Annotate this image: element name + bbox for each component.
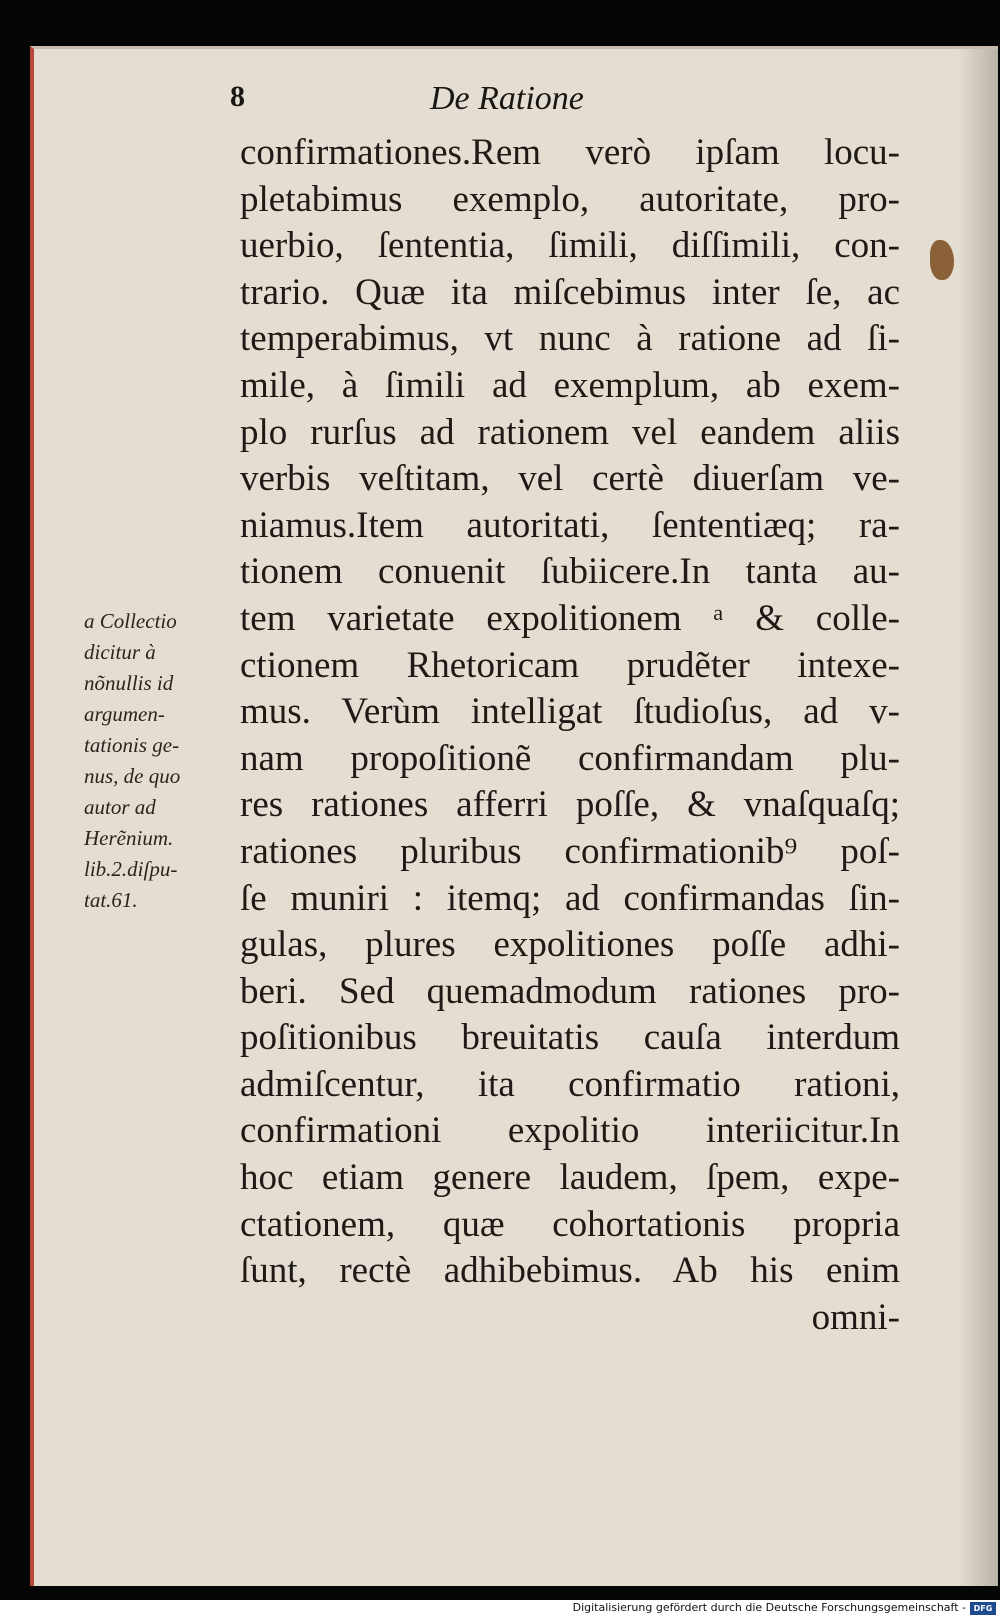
marginal-line: tat.61. [84,888,138,912]
text-line: confirmationes.Rem verò ipſam locu- [240,132,900,173]
text-line: poſitionibus breuitatis cauſa interdum [240,1017,900,1059]
text-line: plo rurſus ad rationem vel eandem aliis [240,411,900,453]
text-line: beri. Sed quemadmodum rationes pro- [240,970,900,1012]
text-line: ſe muniri : itemq; ad confirmandas ſin- [240,877,900,919]
marginal-line: a Collectio [84,609,177,633]
marginal-line: autor ad [84,795,156,819]
text-line: mus. Verùm intelligat ſtudioſus, ad v- [240,691,900,733]
paper-stain [930,240,954,280]
text-line: confirmationi expolitio interiicitur.In [240,1110,900,1152]
text-line: temperabimus, vt nunc à ratione ad ſi- [240,318,900,360]
marginal-line: nõnullis id [84,671,174,695]
marginal-line: lib.2.diſpu- [84,857,178,881]
running-head [230,80,850,120]
text-line: ctionem Rhetoricam prudẽter intexe- [240,644,900,686]
text-line: ctationem, quæ cohortationis propria [240,1203,900,1245]
marginal-line: dicitur à [84,640,156,664]
text-line: nam propoſitionẽ confirmandam plu- [240,737,900,779]
marginal-line: argumen- [84,702,165,726]
text-line: hoc etiam genere laudem, ſpem, expe- [240,1157,900,1199]
marginal-line: tationis ge- [84,733,180,757]
text-line: admiſcentur, ita confirmatio rationi, [240,1063,900,1105]
text-line: pletabimus exemplo, autoritate, pro- [240,178,900,220]
catchword: omni- [811,1296,900,1338]
text-line: niamus.Item autoritati, ſententiæq; ra- [240,504,900,546]
text-line: mile, à ſimili ad exemplum, ab exem- [240,364,900,406]
text-line: tem varietate expolitionem ᵃ & colle- [240,597,900,639]
footer-bar [0,1600,1000,1618]
marginal-note [84,606,234,916]
text-line: rationes pluribus confirmationib⁹ poſ- [240,830,900,872]
body-text [240,130,900,1341]
text-line: trario. Quæ ita miſcebimus inter ſe, ac [240,271,900,313]
running-head-title: De Ratione [430,80,584,117]
dfg-logo-icon: DFG [970,1602,996,1615]
text-line: res rationes afferri poſſe, & vnaſquaſq; [240,784,900,826]
page-number: 8 [230,80,245,113]
text-line: uerbio, ſententia, ſimili, diſſimili, con- [240,225,900,267]
marginal-line: nus, de quo [84,764,181,788]
text-line: ſunt, rectè adhibebimus. Ab his enim [240,1250,900,1292]
marginal-line: Herẽnium. [84,826,174,850]
text-line: tionem conuenit ſubiicere.In tanta au- [240,551,900,593]
text-line: verbis veſtitam, vel certè diuerſam ve- [240,458,900,500]
gutter-shadow [958,49,998,1586]
footer-credit: Digitalisierung gefördert durch die Deutsche Forschungsgemeinschaft - [572,1601,966,1614]
text-line: gulas, plures expolitiones poſſe adhi- [240,924,900,966]
